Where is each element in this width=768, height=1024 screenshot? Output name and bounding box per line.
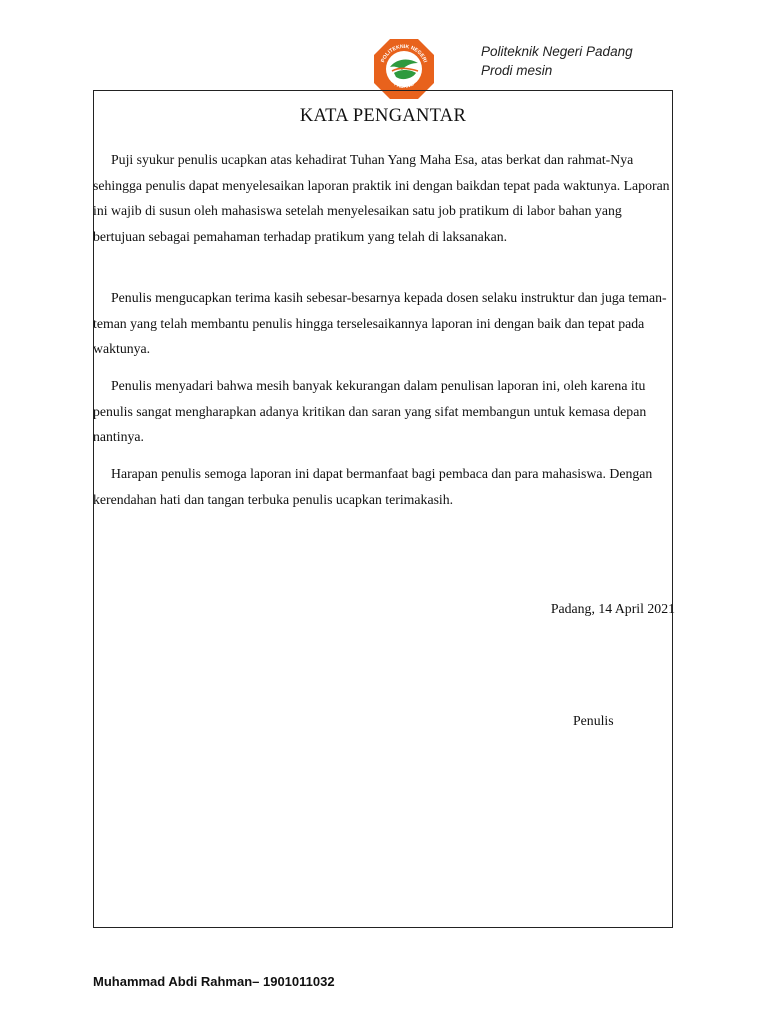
logo-bottom-text: PADANG [392,81,416,90]
signer-label: Penulis [573,713,614,728]
institution-header [481,42,633,80]
study-program: Prodi mesin [481,63,553,78]
paragraph-3: Penulis menyadari bahwa mesih banyak kekurangan dalam penulisan laporan ini, oleh karena itu penulis sangat mengharapkan adanya kritikan dan saran yang sifat membangun untuk kemasa depan nantinya. [93,378,647,444]
place-date: Padang, 14 April 2021 [550,601,675,616]
paragraph-1: Puji syukur penulis ucapkan atas kehadirat Tuhan Yang Maha Esa, atas berkat dan rahmat-Nya sehingga penulis dapat menyelesaikan laporan praktik ini dengan baikdan tepat pada waktunya. Laporan ini wajib di susun oleh mahasiswa setelah menyelesaikan satu job pratikum di labor bahan yang bertujuan sebagai pemahaman terhadap pratikum yang telah di laksanakan. [93,152,670,244]
institution-name: Politeknik Negeri Padang [481,44,633,59]
logo-top-text: POLITEKNIK NEGERI [380,43,428,64]
document-title: KATA PENGANTAR [299,106,467,126]
paragraph-4: Harapan penulis semoga laporan ini dapat bermanfaat bagi pembaca dan para mahasiswa. Dengan kerendahan hati dan tangan terbuka penulis ucapkan terimakasih. [93,466,653,507]
paragraph-2: Penulis mengucapkan terima kasih sebesar-besarnya kepada dosen selaku instruktur dan juga teman-teman yang telah membantu penulis hingga terselesaikannya laporan ini dengan baik dan tepat pada waktunya. [93,290,667,356]
author-footer: Muhammad Abdi Rahman– 1901011032 [93,974,335,989]
